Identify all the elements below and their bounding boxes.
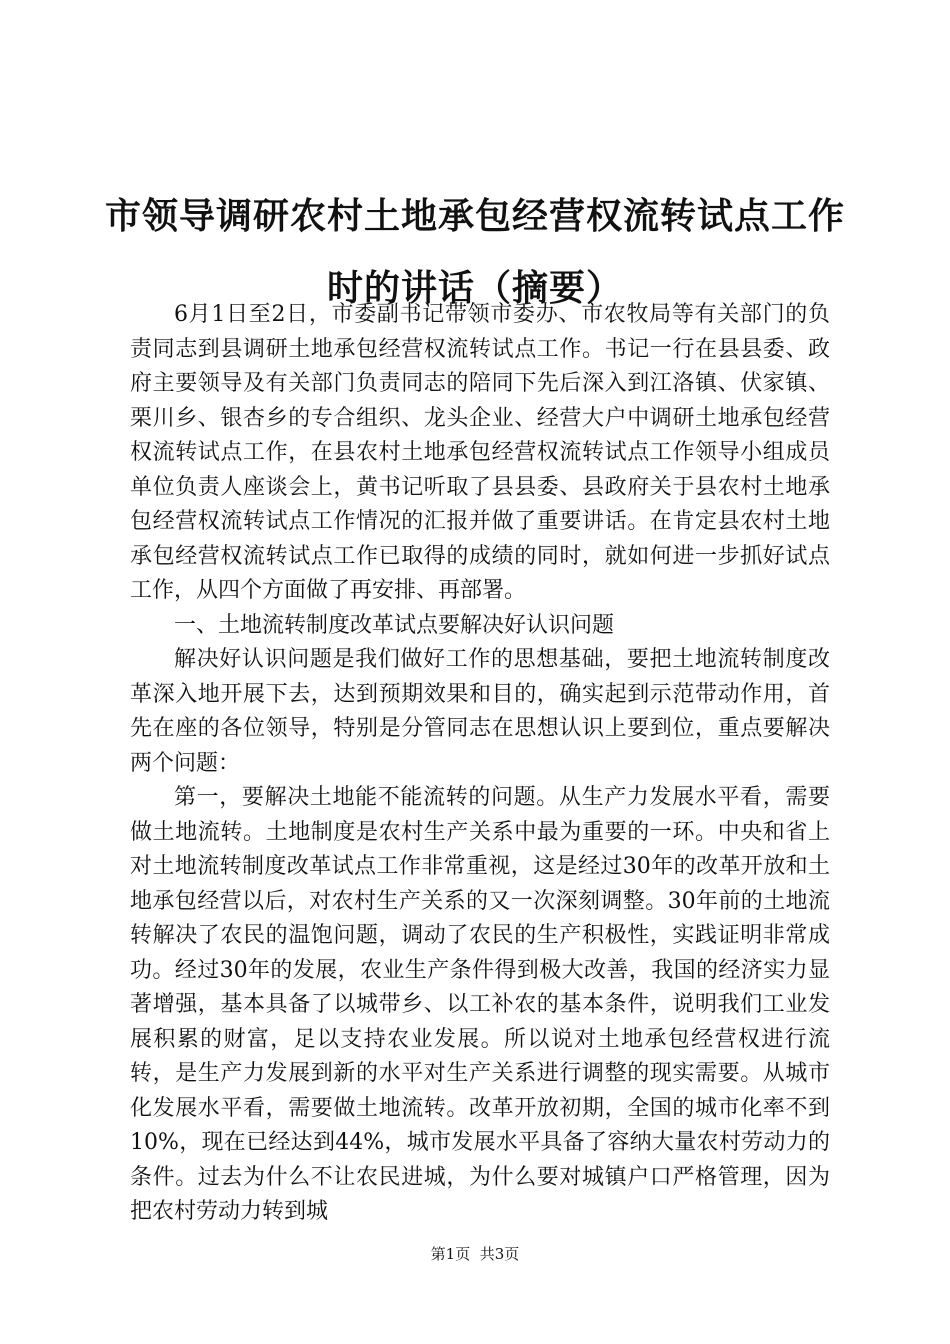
document-title: 市领导调研农村土地承包经营权流转试点工作时的讲话（摘要） [104, 195, 845, 309]
page-footer [0, 1244, 950, 1264]
section-heading-1: 一、土地流转制度改革试点要解决好认识问题 [174, 612, 615, 638]
page-total: 共3页 [479, 1245, 520, 1263]
paragraph-section-1: 解决好认识问题是我们做好工作的思想基础，要把土地流转制度改革深入地开展下去，达到预期效果和目的，确实起到示范带动作用，首先在座的各位领导，特别是分管同志在思想认识上要到位，重点要解决两个问题： [130, 647, 830, 776]
document-body [130, 298, 830, 1230]
paragraph-intro: 6月1日至2日，市委副书记带领市委办、市农牧局等有关部门的负责同志到县调研土地承包经营权流转试点工作。书记一行在县县委、政府主要领导及有关部门负责同志的陪同下先后深入到江洛镇、伏家镇、栗川乡、银杏乡的专合组织、龙头企业、经营大户中调研土地承包经营权流转试点工作，在县农村土地承包经营权流转试点工作领导小组成员单位负责人座谈会上，黄书记听取了县县委、县政府关于县农村土地承包经营权流转试点工作情况的汇报并做了重要讲话。在肯定县农村土地承包经营权流转试点工作已取得的成绩的同时，就如何进一步抓好试点工作，从四个方面做了再安排、再部署。 [130, 302, 830, 603]
page-number: 第1页 [430, 1245, 471, 1263]
paragraph-first-point: 第一，要解决土地能不能流转的问题。从生产力发展水平看，需要做土地流转。土地制度是农村生产关系中最为重要的一环。中央和省上对土地流转制度改革试点工作非常重视，这是经过30年的改革开放和土地承包经营以后，对农村生产关系的又一次深刻调整。30年前的土地流转解决了农民的温饱问题，调动了农民的生产积极性，实践证明非常成功。经过30年的发展，农业生产条件得到极大改善，我国的经济实力显著增强，基本具备了以城带乡、以工补农的基本条件，说明我们工业发展积累的财富，足以支持农业发展。所以说对土地承包经营权进行流转，是生产力发展到新的水平对生产关系进行调整的现实需要。从城市化发展水平看，需要做土地流转。改革开放初期，全国的城市化率不到10%，现在已经达到44%，城市发展水平具备了容纳大量农村劳动力的条件。过去为什么不让农民进城，为什么要对城镇户口严格管理，因为把农村劳动力转到城 [130, 785, 830, 1224]
footer-spacer [470, 1245, 480, 1263]
